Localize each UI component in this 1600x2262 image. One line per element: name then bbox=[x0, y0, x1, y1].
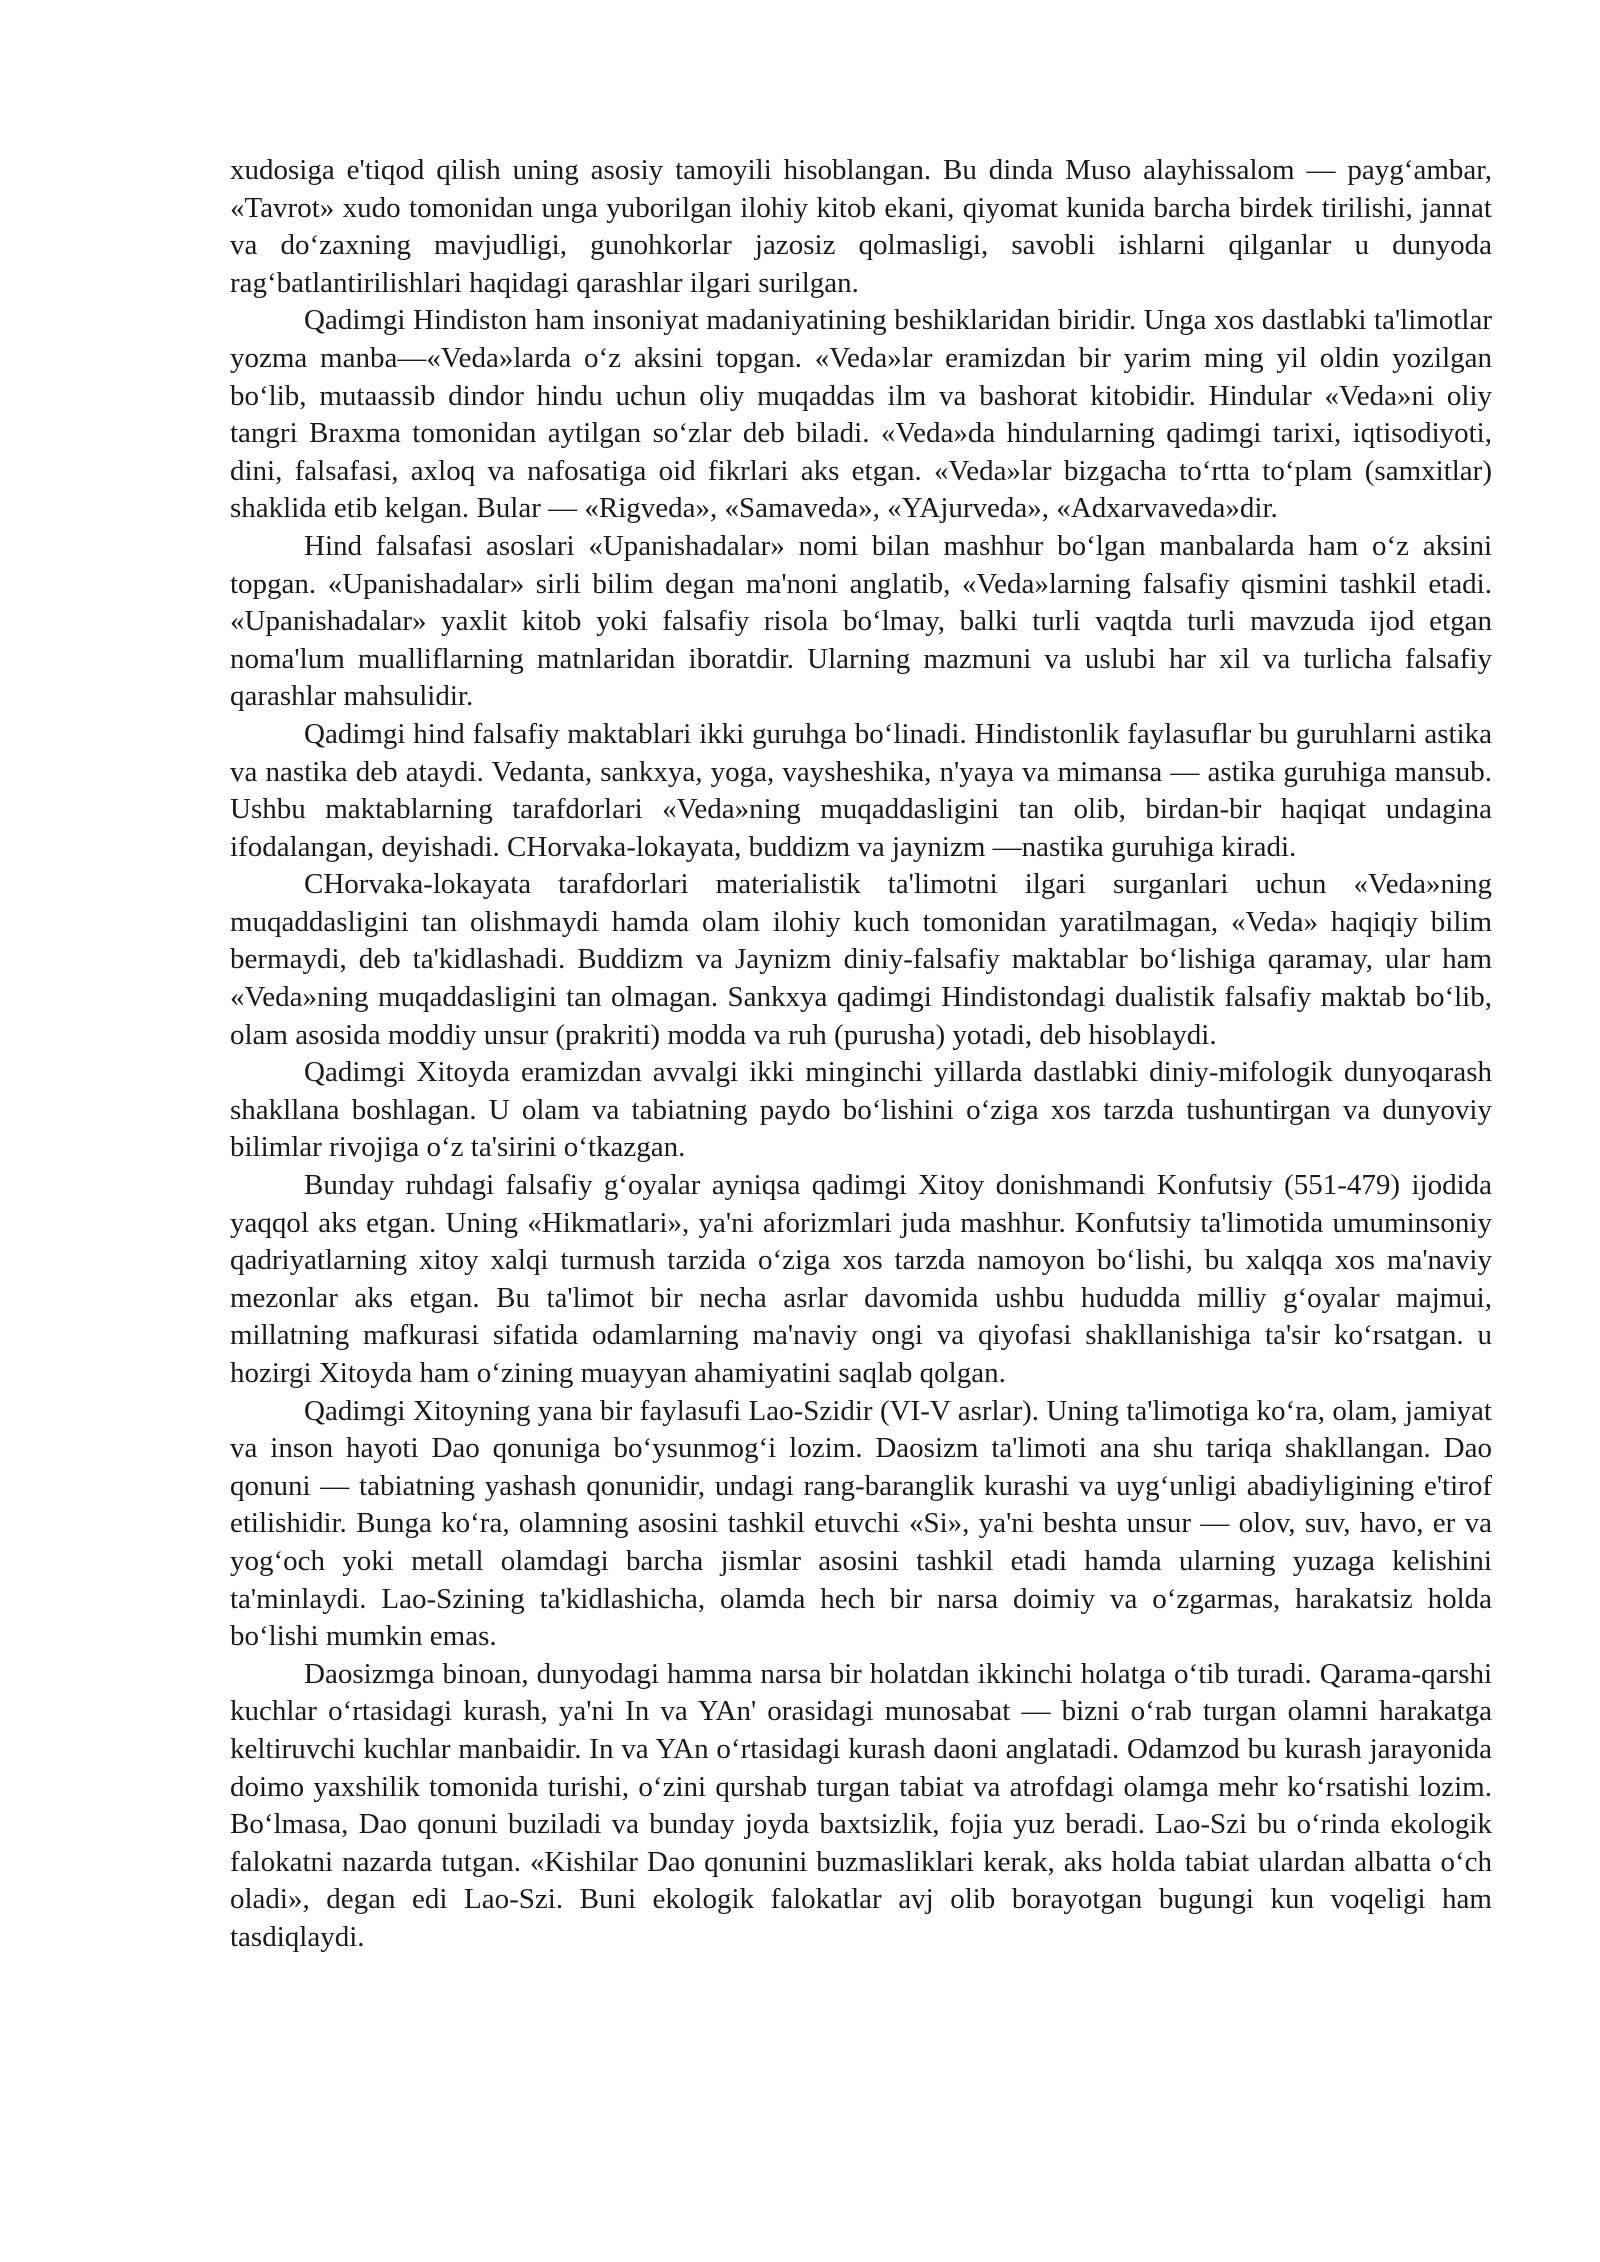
paragraph-indian-schools: Qadimgi hind falsafiy maktablari ikki guruhga bo‘linadi. Hindistonlik faylasuflar bu guruhlarni astika va nastika deb ataydi. Vedanta, sankxya, yoga, vaysheshika, n'yaya va mimansa — astika guruhiga mansub. Ushbu maktablarning tarafdorlari «Veda»ning muqaddasligini tan olib, birdan-bir haqiqat undagina ifodalangan, deyishadi. CHorvaka-lokayata, buddizm va jaynizm —nastika guruhiga kiradi. bbox=[230, 717, 1492, 863]
paragraph-confucius: Bunday ruhdagi falsafiy g‘oyalar ayniqsa qadimgi Xitoy donishmandi Konfutsiy (551-479) ijodida yaqqol aks etgan. Uning «Hikmatlari», ya'ni aforizmlari juda mashhur. Konfutsiy ta'limotida umuminsoniy qadriyatlarning xitoy xalqi turmush tarzida o‘ziga xos tarzda namoyon bo‘lishi, bu xalqqa xos ma'naviy mezonlar aks etgan. Bu ta'limot bir necha asrlar davomida ushbu hududda milliy g‘oyalar majmui, millatning mafkurasi sifatida odamlarning ma'naviy ongi va qiyofasi shakllanishiga ta'sir ko‘rsatgan. u hozirgi Xitoyda ham o‘zining muayyan ahamiyatini saqlab qolgan. bbox=[230, 1169, 1492, 1389]
paragraph-charvaka-lokayata: CHorvaka-lokayata tarafdorlari materialistik ta'limotni ilgari surganlari uchun «Veda»ning muqaddasligini tan olishmaydi hamda olam ilohiy kuch tomonidan yaratilmagan, «Veda» haqiqiy bilim bermaydi, deb ta'kidlashadi. Buddizm va Jaynizm diniy-falsafiy maktablar bo‘lishiga qaramay, ular ham «Veda»ning muqaddasligini tan olmagan. Sankxya qadimgi Hindistondagi dualistik falsafiy maktab bo‘lib, olam asosida moddiy unsur (prakriti) modda va ruh (purusha) yotadi, deb hisoblaydi. bbox=[230, 868, 1492, 1051]
paragraph-daoism: Daosizmga binoan, dunyodagi hamma narsa bir holatdan ikkinchi holatga o‘tib turadi. Qarama-qarshi kuchlar o‘rtasidagi kurash, ya'ni In va YAn' orasidagi munosabat — bizni o‘rab turgan olamni harakatga keltiruvchi kuchlar manbaidir. In va YAn o‘rtasidagi kurash daoni anglatadi. Odamzod bu kurash jarayonida doimo yaxshilik tomonida turishi, o‘zini qurshab turgan tabiat va atrofdagi olamga mehr ko‘rsatishi lozim. Bo‘lmasa, Dao qonuni buziladi va bunday joyda baxtsizlik, fojia yuz beradi. Lao-Szi bu o‘rinda ekologik falokatni nazarda tutgan. «Kishilar Dao qonunini buzmasliklari kerak, aks holda tabiat ulardan albatta o‘ch oladi», degan edi Lao-Szi. Buni ekologik falokatlar avj olib borayotgan bugungi kun voqeligi ham tasdiqlaydi. bbox=[230, 1657, 1492, 1953]
paragraph-ancient-china: Qadimgi Xitoyda eramizdan avvalgi ikki minginchi yillarda dastlabki diniy-mifologik dunyoqarash shakllana boshlagan. U olam va tabiatning paydo bo‘lishini o‘ziga xos tarzda tushuntirgan va dunyoviy bilimlar rivojiga o‘z ta'sirini o‘tkazgan. bbox=[230, 1056, 1492, 1164]
document-page bbox=[230, 152, 1492, 1957]
paragraph-ancient-india: Qadimgi Hindiston ham insoniyat madaniyatining beshiklaridan biridir. Unga xos dastlabki ta'limotlar yozma manba—«Veda»larda o‘z aksini topgan. «Veda»lar eramizdan bir yarim ming yil oldin yozilgan bo‘lib, mutaassib dindor hindu uchun oliy muqaddas ilm va bashorat kitobidir. Hindular «Veda»ni oliy tangri Braxma tomonidan aytilgan so‘zlar deb biladi. «Veda»da hindularning qadimgi tarixi, iqtisodiyoti, dini, falsafasi, axloq va nafosatiga oid fikrlari aks etgan. «Veda»lar bizgacha to‘rtta to‘plam (samxitlar) shaklida etib kelgan. Bular — «Rigveda», «Samaveda», «YAjurveda», «Adxarvaveda»dir. bbox=[230, 304, 1492, 525]
paragraph-judaism-continued: xudosiga e'tiqod qilish uning asosiy tamoyili hisoblangan. Bu dinda Muso alayhissalom — payg‘ambar, «Tavrot» xudo tomonidan unga yuborilgan ilohiy kitob ekani, qiyomat kunida barcha birdek tirilishi, jannat va do‘zaxning mavjudligi, gunohkorlar jazosiz qolmasligi, savobli ishlarni qilganlar u dunyoda rag‘batlantirilishlari haqidagi qarashlar ilgari surilgan. bbox=[230, 154, 1492, 299]
paragraph-lao-tzu: Qadimgi Xitoyning yana bir faylasufi Lao-Szidir (VI-V asrlar). Uning ta'limotiga ko‘ra, olam, jamiyat va inson hayoti Dao qonuniga bo‘ysunmog‘i lozim. Daosizm ta'limoti ana shu tariqa shakllangan. Dao qonuni — tabiatning yashash qonunidir, undagi rang-baranglik kurashi va uyg‘unligi abadiyligining e'tirof etilishidir. Bunga ko‘ra, olamning asosini tashkil etuvchi «Si», ya'ni beshta unsur — olov, suv, havo, er va yog‘och yoki metall olamdagi barcha jismlar asosini tashkil etadi hamda ularning yuzaga kelishini ta'minlaydi. Lao-Szining ta'kidlashicha, olamda hech bir narsa doimiy va o‘zgarmas, harakatsiz holda bo‘lishi mumkin emas. bbox=[230, 1394, 1492, 1653]
paragraph-upanishads: Hind falsafasi asoslari «Upanishadalar» nomi bilan mashhur bo‘lgan manbalarda ham o‘z aksini topgan. «Upanishadalar» sirli bilim degan ma'noni anglatib, «Veda»larning falsafiy qismini tashkil etadi. «Upanishadalar» yaxlit kitob yoki falsafiy risola bo‘lmay, balki turli vaqtda turli mavzuda ijod etgan noma'lum mualliflarning matnlaridan iboratdir. Ularning mazmuni va uslubi har xil va turlicha falsafiy qarashlar mahsulidir. bbox=[230, 529, 1492, 713]
